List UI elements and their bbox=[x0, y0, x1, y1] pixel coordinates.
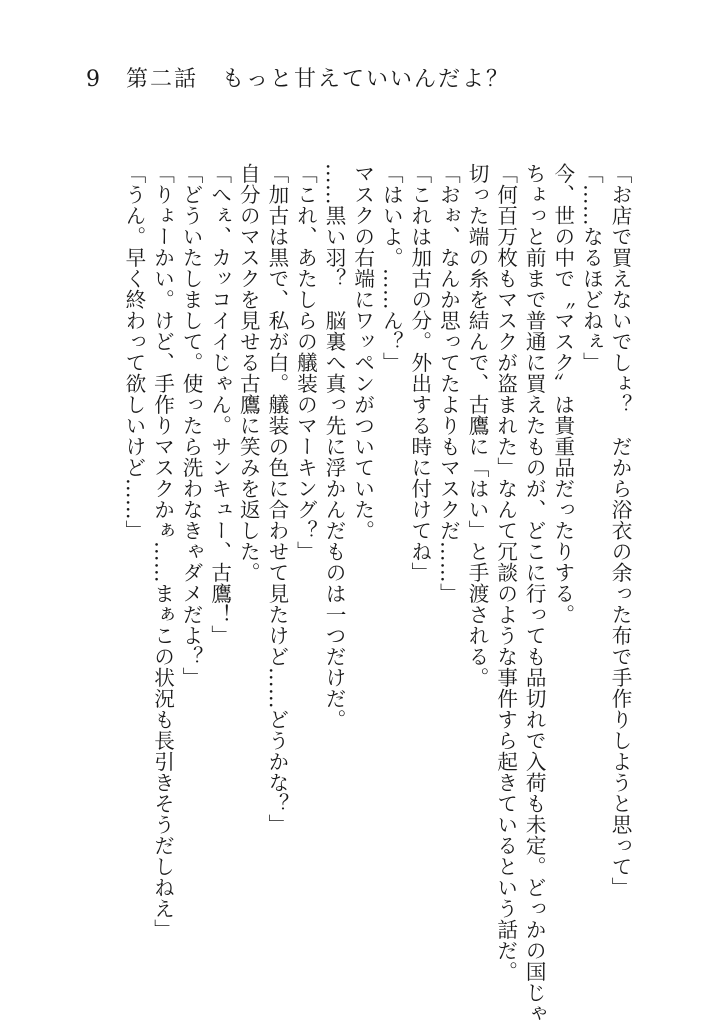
body-text bbox=[119, 163, 634, 1024]
text-line: 「お店で買えないでしょ？ だから浴衣の余った布で手作りしようと思って」 bbox=[608, 163, 632, 898]
text-line: 今、世の中で〝マスク〟は貴重品だったりする。 bbox=[550, 163, 575, 625]
text-line: マスクの右端にワッペンがついていた。 bbox=[350, 163, 375, 541]
text-line: 「加古は黒で、私が白。艤装の色に合わせて見たけど……どうかな？」 bbox=[264, 163, 289, 835]
text-line: ちょっと前まで普通に買えたものが、どこに行っても品切れで入荷も未定。どっかの国じゃ bbox=[522, 163, 547, 1024]
text-line: 「はいよ。……ん？」 bbox=[379, 163, 404, 373]
text-line: 「へぇ、カッコイイじゃん。サンキュー、古鷹！」 bbox=[207, 163, 232, 646]
text-line: 「これ、あたしらの艤装のマーキング？」 bbox=[293, 163, 318, 562]
text-line: 自分のマスクを見せる古鷹に笑みを返した。 bbox=[236, 163, 261, 583]
chapter-title bbox=[86, 62, 510, 93]
chapter-title-text: 第二話 もっと甘えていいんだよ？ bbox=[126, 67, 511, 92]
text-line: 「うん。早く終わって欲しいけど……」 bbox=[121, 163, 146, 541]
text-line: 「何百万枚もマスクが盗まれた」なんて冗談のような事件すら起きているという話だ。 bbox=[493, 163, 518, 982]
text-line: 「おぉ、なんか思ってたよりもマスクだ……」 bbox=[436, 163, 461, 604]
text-line: 「……なるほどねぇ」 bbox=[579, 163, 604, 373]
text-line: ……黒い羽？ 脳裏へ真っ先に浮かんだものは一つだけだ。 bbox=[322, 163, 347, 730]
text-line: 切った端の糸を結んで、古鷹に「はい」と手渡される。 bbox=[465, 163, 490, 688]
text-line: 「これは加古の分。外出する時に付けてね」 bbox=[407, 163, 432, 583]
chapter-number: 9 bbox=[86, 67, 102, 92]
text-line: 「りょーかい。けど、手作りマスクかぁ……まぁこの状況も長引きそうだしねえ」 bbox=[150, 163, 175, 940]
text-line: 「どういたしまして。使ったら洗わなきゃダメだよ？」 bbox=[179, 163, 204, 688]
